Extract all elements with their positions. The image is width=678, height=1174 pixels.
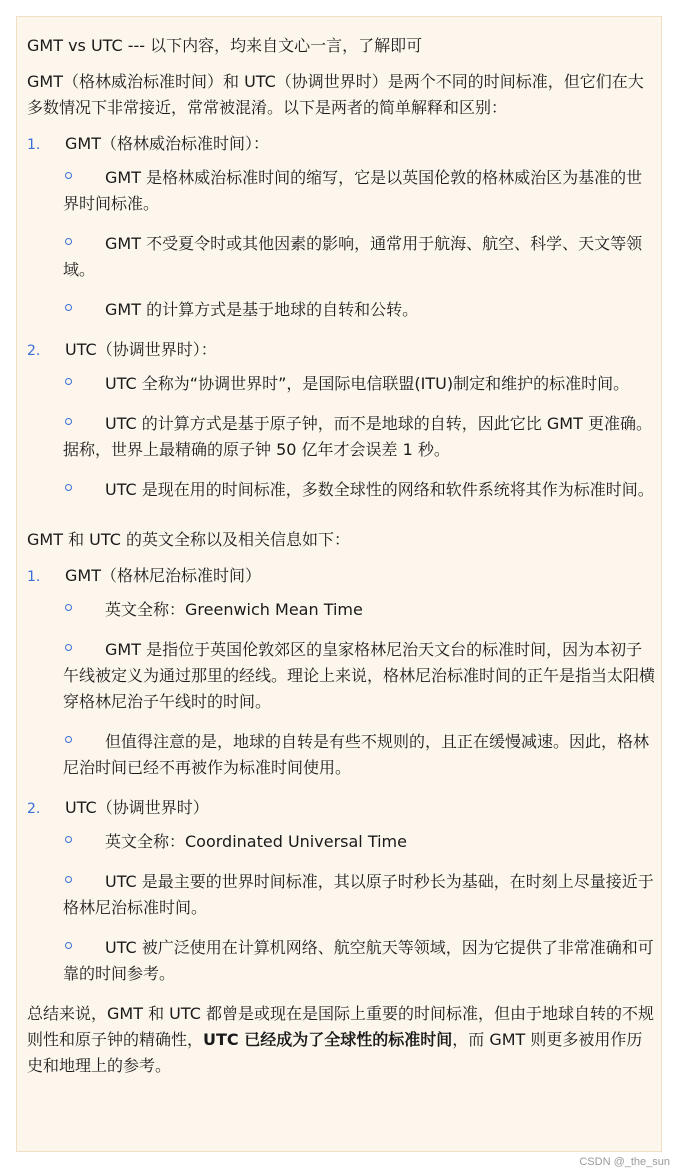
article-body xyxy=(27,33,655,1079)
circle-bullet-icon xyxy=(65,378,72,385)
sub-item: UTC 是现在用的时间标准，多数全球性的网络和软件系统将其作为标准时间。 xyxy=(27,477,655,503)
sub-item: 英文全称：Greenwich Mean Time xyxy=(27,597,655,623)
sub-item: UTC 的计算方式是基于原子钟，而不是地球的自转，因此它比 GMT 更准确。据称，世界上最精确的原子钟 50 亿年才会误差 1 秒。 xyxy=(63,414,652,459)
sub-item: UTC 全称为“协调世界时”，是国际电信联盟(ITU)制定和维护的标准时间。 xyxy=(27,371,655,397)
sub-item: GMT 是指位于英国伦敦郊区的皇家格林尼治天文台的标准时间，因为本初子午线被定义为通过那里的经线。理论上来说，格林尼治标准时间的正午是指当太阳横穿格林尼治子午线时的时间。 xyxy=(63,640,656,711)
list-number: 1. xyxy=(27,137,41,153)
sub-item: GMT 是格林威治标准时间的缩写，它是以英国伦敦的格林威治区为基准的世界时间标准。 xyxy=(63,168,643,213)
list-number: 2. xyxy=(27,801,41,817)
conclusion-paragraph: 总结来说，GMT 和 UTC 都曾是或现在是国际上重要的时间标准，但由于地球自转的不规则性和原子钟的精确性，UTC 已经成为了全球性的标准时间，而 GMT 则更多被用作历史和地理上的参考。 xyxy=(27,1004,654,1075)
circle-bullet-icon xyxy=(65,836,72,843)
sub-item: UTC 被广泛使用在计算机网络、航空航天等领域，因为它提供了非常准确和可靠的时间参考。 xyxy=(63,938,654,983)
circle-bullet-icon xyxy=(65,644,72,651)
circle-bullet-icon xyxy=(65,172,72,179)
circle-bullet-icon xyxy=(65,418,72,425)
content-panel xyxy=(16,16,662,1152)
paragraph-2: GMT 和 UTC 的英文全称以及相关信息如下： xyxy=(27,530,350,549)
list-item-title: GMT（格林尼治标准时间） xyxy=(65,566,261,585)
list-item-title: GMT（格林威治标准时间）： xyxy=(65,134,269,153)
section-2-list xyxy=(27,563,655,987)
list-item-gmt xyxy=(27,563,655,589)
list-number: 1. xyxy=(27,569,41,585)
sub-item: 但值得注意的是，地球的自转是有些不规则的，且正在缓慢减速。因此，格林尼治时间已经不再被作为标准时间使用。 xyxy=(63,732,650,777)
circle-bullet-icon xyxy=(65,876,72,883)
sub-item: 英文全称：Coordinated Universal Time xyxy=(27,829,655,855)
circle-bullet-icon xyxy=(65,942,72,949)
list-item-utc xyxy=(27,795,655,821)
list-number: 2. xyxy=(27,343,41,359)
list-item-title: UTC（协调世界时） xyxy=(65,798,209,817)
intro-line: GMT vs UTC --- 以下内容，均来自文心一言，了解即可 xyxy=(27,36,423,55)
list-item-utc xyxy=(27,337,655,363)
conclusion-emphasis: UTC 已经成为了全球性的标准时间 xyxy=(203,1030,453,1049)
sub-item: GMT 的计算方式是基于地球的自转和公转。 xyxy=(27,297,655,323)
list-item-gmt xyxy=(27,131,655,157)
sub-item: GMT 不受夏令时或其他因素的影响，通常用于航海、航空、科学、天文等领域。 xyxy=(63,234,643,279)
sub-item: UTC 是最主要的世界时间标准，其以原子时秒长为基础，在时刻上尽量接近于格林尼治标准时间。 xyxy=(63,872,654,917)
section-1-list xyxy=(27,131,655,503)
watermark: CSDN @_the_sun xyxy=(579,1156,670,1168)
circle-bullet-icon xyxy=(65,304,72,311)
circle-bullet-icon xyxy=(65,604,72,611)
paragraph-1: GMT（格林威治标准时间）和 UTC（协调世界时）是两个不同的时间标准，但它们在大多数情况下非常接近，常常被混淆。以下是两者的简单解释和区别： xyxy=(27,72,644,117)
circle-bullet-icon xyxy=(65,238,72,245)
circle-bullet-icon xyxy=(65,736,72,743)
circle-bullet-icon xyxy=(65,484,72,491)
list-item-title: UTC（协调世界时）： xyxy=(65,340,217,359)
